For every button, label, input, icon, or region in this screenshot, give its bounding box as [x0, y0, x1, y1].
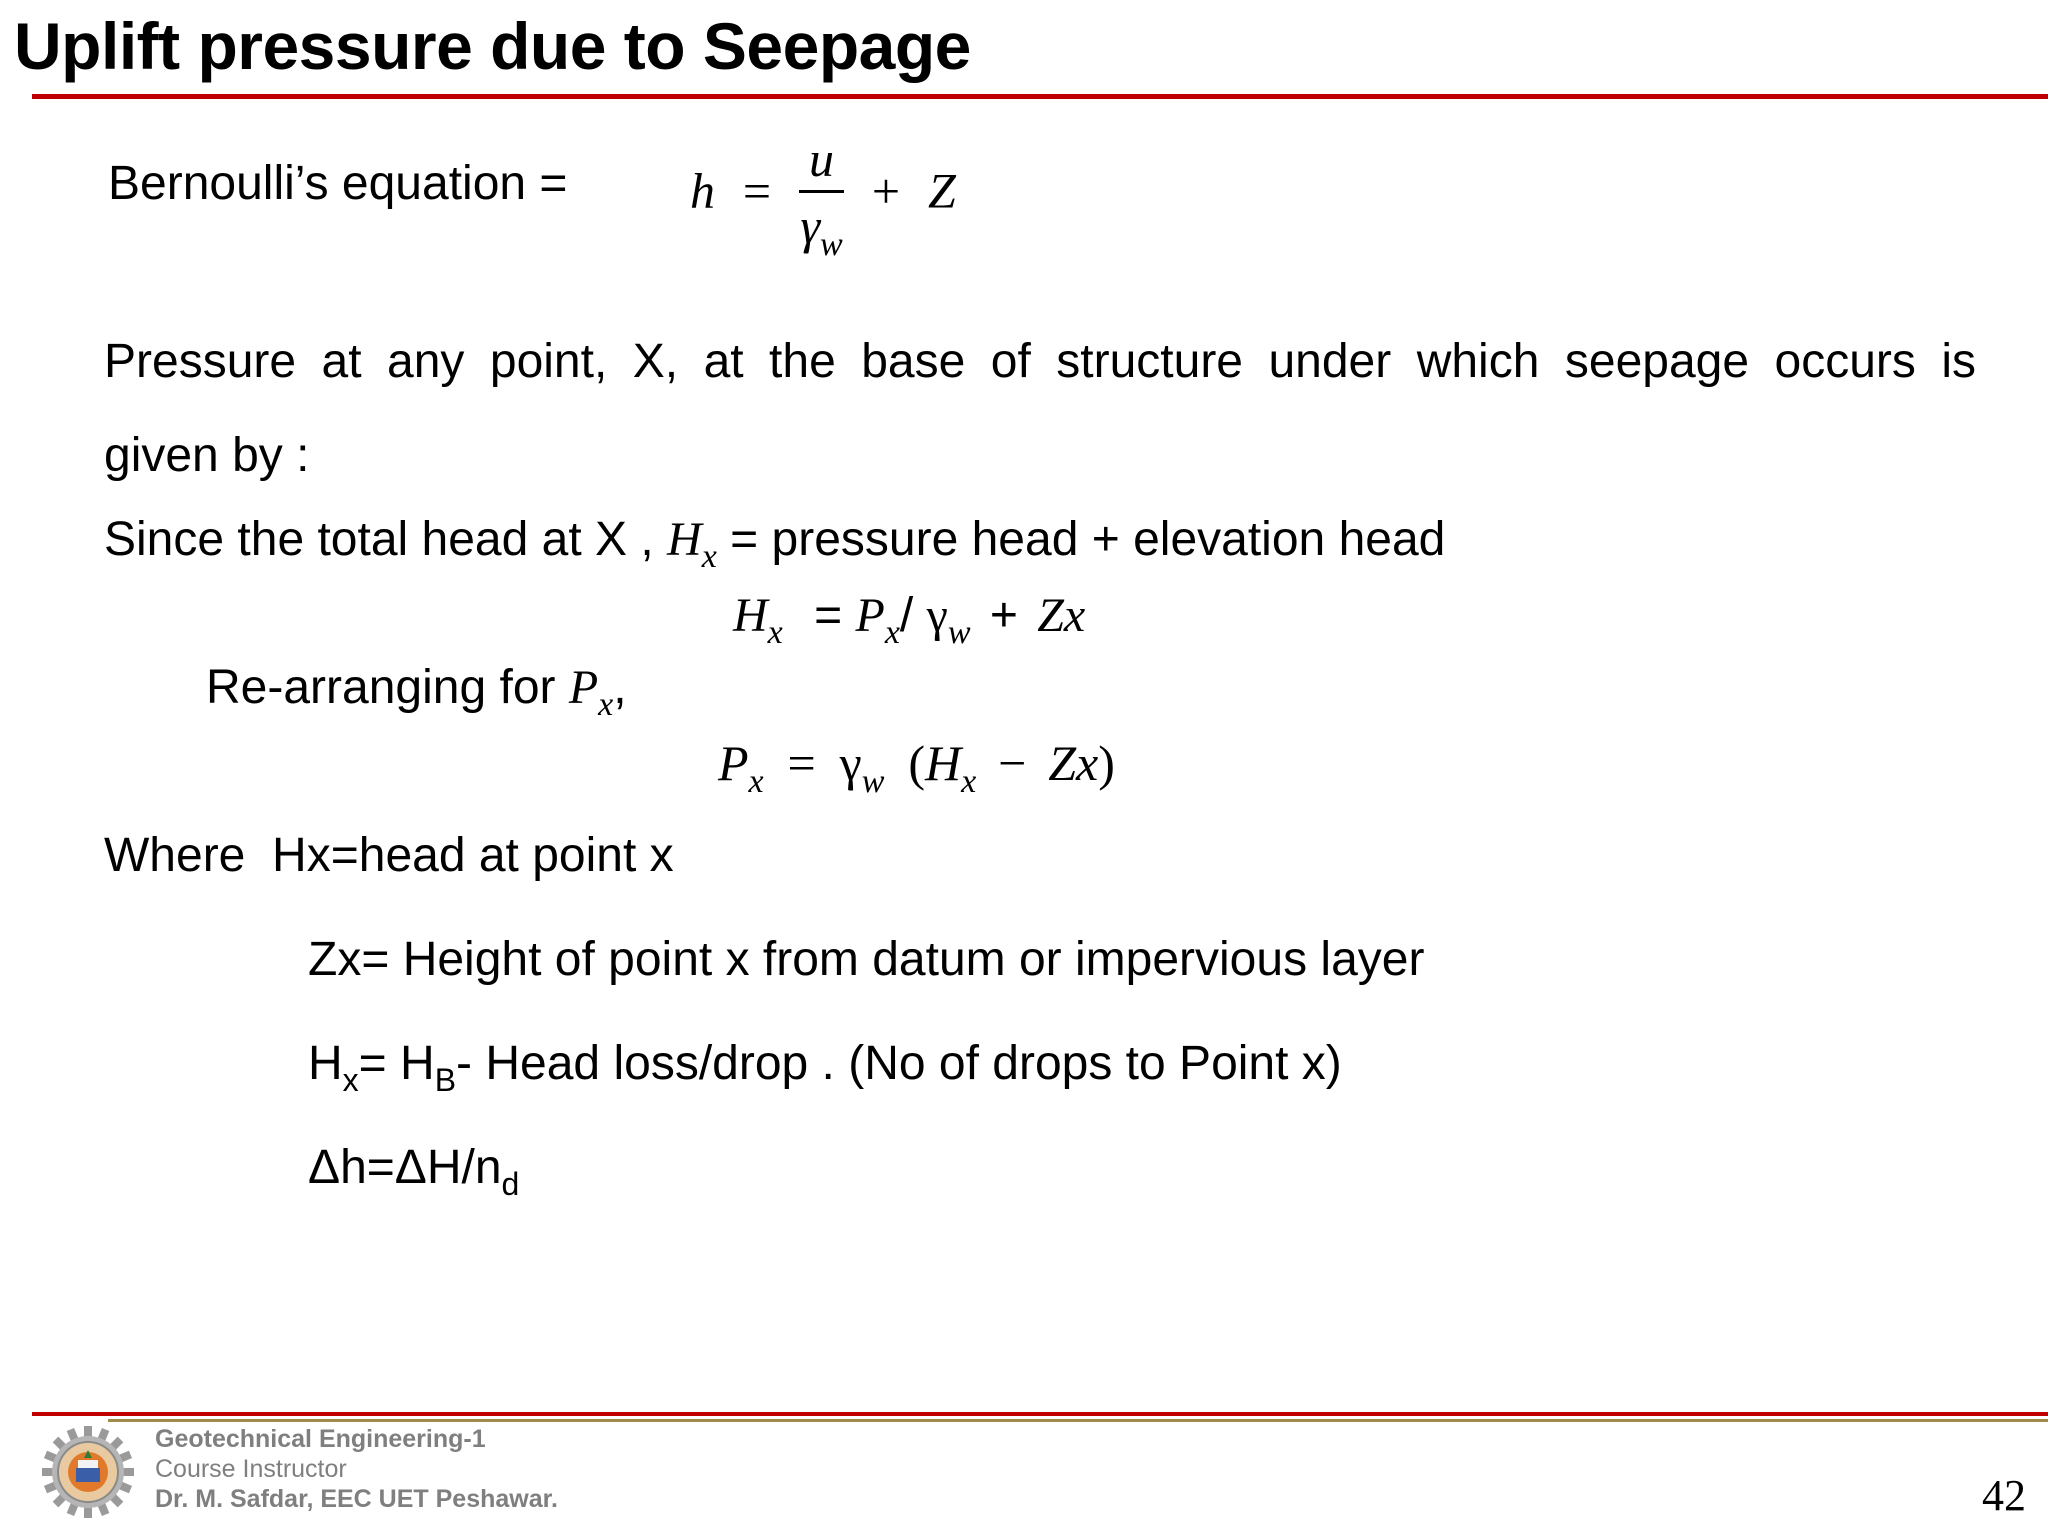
eq2-zx: Zx [1048, 735, 1099, 791]
where-eq-hb: = H [358, 1037, 435, 1090]
eq2-open-paren: ( [908, 735, 926, 791]
eq2-close-paren: ) [1098, 735, 1115, 791]
footer-divider [32, 1412, 2048, 1416]
eq1-h: H [733, 589, 768, 642]
footer-divider-secondary [108, 1419, 2048, 1422]
delta-h-sub: d [501, 1166, 520, 1202]
eq1-equals: = [814, 589, 843, 642]
bernoulli-label: Bernoulli’s equation = [108, 157, 568, 210]
bernoulli-numerator: u [799, 130, 844, 193]
rearrange-line [206, 660, 627, 723]
where-b-sub: B [434, 1062, 457, 1098]
paragraph-line-2: given by : [104, 429, 310, 482]
rearrange-p-sub: x [598, 686, 614, 723]
where-line-2: Zx= Height of point x from datum or impervious layer [308, 933, 1425, 986]
var-h: H [667, 513, 702, 566]
total-head-var [667, 513, 717, 575]
page-number: 42 [1982, 1471, 2026, 1520]
gamma-subscript: w [820, 226, 843, 263]
bernoulli-denominator [799, 193, 844, 263]
eq1-gamma-sub: w [947, 614, 971, 651]
eq1-p [855, 589, 900, 651]
where-rest: - Head loss/drop . (No of drops to Point x) [456, 1037, 1342, 1090]
eq1-plus: + [989, 589, 1018, 642]
slide-title: Uplift pressure due to Seepage [14, 9, 971, 83]
bernoulli-equals: = [742, 162, 772, 219]
eq1-p-letter: P [855, 589, 885, 642]
bernoulli-plus: + [871, 162, 901, 219]
rearrange-var [568, 661, 614, 723]
where-h-sub: x [342, 1062, 359, 1098]
eq2-minus: − [998, 735, 1027, 791]
eq1-gamma [926, 589, 971, 651]
paragraph-line-1: Pressure at any point, X, at the base of structure under which seepage occurs is [104, 335, 1976, 388]
where-line-3 [308, 1036, 1342, 1098]
eq2-gamma [839, 735, 885, 800]
gamma-symbol: γ [800, 198, 821, 254]
eq2-h-letter: H [925, 735, 962, 791]
eq2-p-sub: x [748, 763, 764, 800]
where-line-4 [308, 1140, 520, 1202]
eq1-slash: / [899, 589, 914, 642]
bernoulli-fraction [799, 130, 844, 263]
footer-course: Geotechnical Engineering-1 [155, 1425, 486, 1453]
eq1-gamma-letter: γ [926, 589, 948, 642]
head-equation [733, 588, 1086, 651]
bernoulli-lhs: h [690, 162, 715, 219]
var-h-sub: x [701, 538, 717, 575]
eq2-gamma-sub: w [861, 763, 885, 800]
total-head-prefix: Since the total head at X , [104, 513, 654, 566]
rearrange-p: P [568, 661, 599, 714]
title-divider [32, 94, 2048, 99]
eq2-lhs [718, 735, 764, 800]
eq1-lhs [733, 589, 783, 651]
pressure-equation [718, 734, 1115, 800]
rearrange-suffix: , [613, 661, 627, 714]
where-h: H [308, 1037, 343, 1090]
eq2-p: P [718, 735, 749, 791]
eq1-p-sub: x [884, 614, 900, 651]
bernoulli-equation [690, 130, 956, 263]
delta-h-equation: Δh=ΔH/n [308, 1141, 502, 1194]
eq1-zx: Zx [1037, 589, 1086, 642]
eq2-h [925, 735, 977, 800]
footer-instructor: Dr. M. Safdar, EEC UET Peshawar. [155, 1485, 558, 1513]
rearrange-prefix: Re-arranging for [206, 661, 556, 714]
university-logo [40, 1424, 136, 1520]
total-head-suffix: = pressure head + elevation head [730, 513, 1446, 566]
eq2-h-sub: x [961, 763, 977, 800]
eq2-gamma-letter: γ [839, 735, 862, 791]
eq1-h-sub: x [767, 614, 783, 651]
eq2-equals: = [787, 735, 816, 791]
where-line-1: Where Hx=head at point x [104, 829, 674, 882]
total-head-line [104, 512, 1446, 575]
footer-role: Course Instructor [155, 1455, 347, 1483]
bernoulli-z: Z [928, 162, 956, 219]
